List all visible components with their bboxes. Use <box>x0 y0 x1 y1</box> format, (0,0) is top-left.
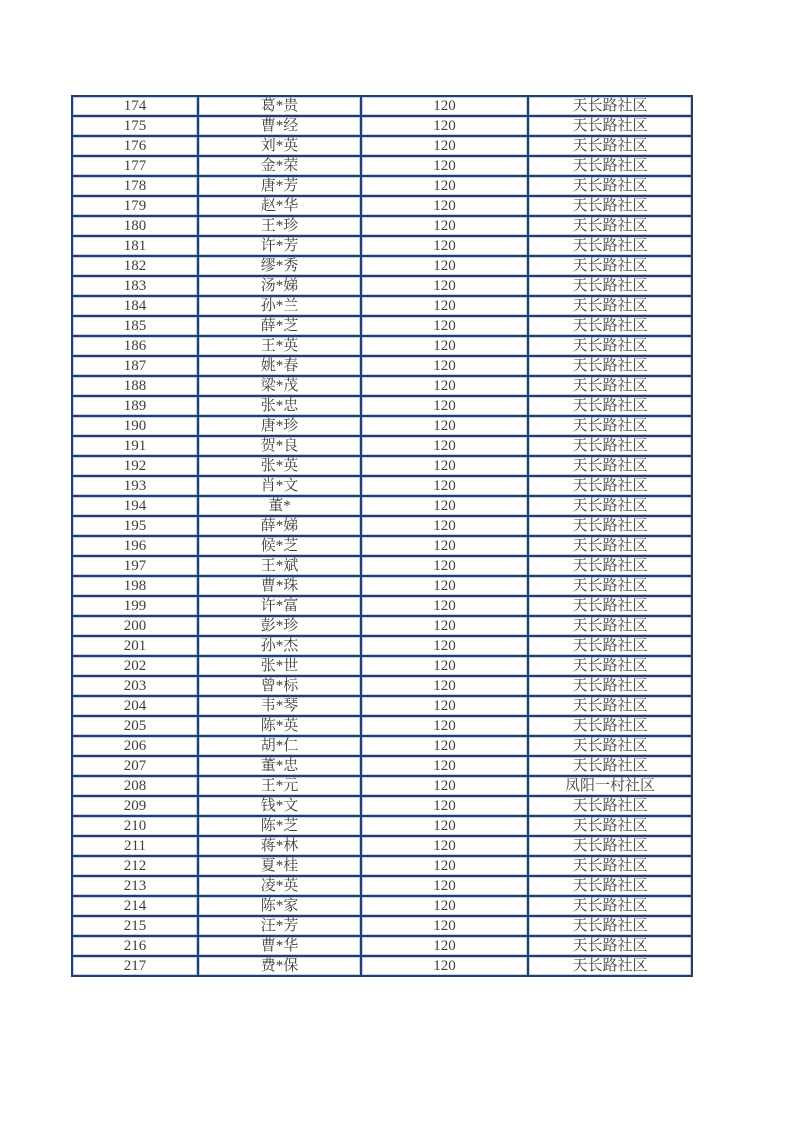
cell-index: 206 <box>72 736 198 756</box>
cell-community: 天长路社区 <box>528 596 692 616</box>
cell-community: 天长路社区 <box>528 456 692 476</box>
cell-name: 曾*标 <box>198 676 361 696</box>
cell-name: 彭*珍 <box>198 616 361 636</box>
table-row <box>72 876 692 896</box>
cell-name: 赵*华 <box>198 196 361 216</box>
cell-amount: 120 <box>361 776 528 796</box>
cell-name: 张*英 <box>198 456 361 476</box>
cell-amount: 120 <box>361 416 528 436</box>
cell-name: 许*芳 <box>198 236 361 256</box>
table-row <box>72 636 692 656</box>
cell-index: 175 <box>72 116 198 136</box>
cell-index: 212 <box>72 856 198 876</box>
cell-index: 217 <box>72 956 198 976</box>
cell-community: 天长路社区 <box>528 296 692 316</box>
cell-community: 天长路社区 <box>528 336 692 356</box>
cell-index: 199 <box>72 596 198 616</box>
cell-community: 天长路社区 <box>528 876 692 896</box>
cell-index: 187 <box>72 356 198 376</box>
cell-amount: 120 <box>361 196 528 216</box>
cell-community: 天长路社区 <box>528 636 692 656</box>
table-row <box>72 436 692 456</box>
cell-community: 天长路社区 <box>528 836 692 856</box>
cell-community: 天长路社区 <box>528 136 692 156</box>
cell-community: 天长路社区 <box>528 676 692 696</box>
cell-index: 176 <box>72 136 198 156</box>
cell-name: 薛*芝 <box>198 316 361 336</box>
cell-name: 姚*春 <box>198 356 361 376</box>
cell-amount: 120 <box>361 336 528 356</box>
cell-index: 211 <box>72 836 198 856</box>
table-row <box>72 196 692 216</box>
cell-name: 韦*琴 <box>198 696 361 716</box>
cell-index: 184 <box>72 296 198 316</box>
cell-community: 天长路社区 <box>528 276 692 296</box>
cell-community: 天长路社区 <box>528 416 692 436</box>
cell-amount: 120 <box>361 836 528 856</box>
cell-community: 天长路社区 <box>528 316 692 336</box>
cell-community: 天长路社区 <box>528 356 692 376</box>
cell-amount: 120 <box>361 476 528 496</box>
cell-name: 曹*经 <box>198 116 361 136</box>
cell-name: 贺*良 <box>198 436 361 456</box>
cell-amount: 120 <box>361 456 528 476</box>
table-row <box>72 736 692 756</box>
cell-community: 天长路社区 <box>528 156 692 176</box>
cell-index: 179 <box>72 196 198 216</box>
cell-community: 天长路社区 <box>528 896 692 916</box>
cell-name: 董* <box>198 496 361 516</box>
cell-index: 191 <box>72 436 198 456</box>
cell-community: 天长路社区 <box>528 796 692 816</box>
cell-index: 201 <box>72 636 198 656</box>
cell-amount: 120 <box>361 296 528 316</box>
cell-community: 天长路社区 <box>528 576 692 596</box>
table-row <box>72 596 692 616</box>
cell-community: 天长路社区 <box>528 716 692 736</box>
cell-community: 天长路社区 <box>528 816 692 836</box>
cell-community: 天长路社区 <box>528 656 692 676</box>
cell-amount: 120 <box>361 276 528 296</box>
cell-community: 天长路社区 <box>528 496 692 516</box>
cell-name: 汤*娣 <box>198 276 361 296</box>
cell-community: 天长路社区 <box>528 536 692 556</box>
cell-amount: 120 <box>361 556 528 576</box>
cell-amount: 120 <box>361 236 528 256</box>
table-row <box>72 576 692 596</box>
cell-name: 曹*珠 <box>198 576 361 596</box>
cell-amount: 120 <box>361 496 528 516</box>
cell-community: 天长路社区 <box>528 216 692 236</box>
cell-community: 天长路社区 <box>528 916 692 936</box>
cell-index: 190 <box>72 416 198 436</box>
cell-community: 天长路社区 <box>528 196 692 216</box>
cell-community: 天长路社区 <box>528 696 692 716</box>
cell-index: 210 <box>72 816 198 836</box>
cell-amount: 120 <box>361 736 528 756</box>
cell-amount: 120 <box>361 156 528 176</box>
table-row <box>72 316 692 336</box>
cell-community: 天长路社区 <box>528 396 692 416</box>
cell-name: 葛*贵 <box>198 96 361 116</box>
record-table <box>71 95 693 977</box>
cell-index: 205 <box>72 716 198 736</box>
table-row <box>72 936 692 956</box>
table-row <box>72 356 692 376</box>
table-row <box>72 216 692 236</box>
cell-community: 天长路社区 <box>528 116 692 136</box>
cell-index: 181 <box>72 236 198 256</box>
table-row <box>72 176 692 196</box>
cell-index: 185 <box>72 316 198 336</box>
table-row <box>72 156 692 176</box>
table-row <box>72 96 692 116</box>
cell-amount: 120 <box>361 916 528 936</box>
table-row <box>72 256 692 276</box>
table-row <box>72 236 692 256</box>
cell-community: 天长路社区 <box>528 476 692 496</box>
cell-name: 王*英 <box>198 336 361 356</box>
cell-name: 梁*茂 <box>198 376 361 396</box>
table-body <box>72 96 692 976</box>
table-row <box>72 516 692 536</box>
cell-name: 蒋*林 <box>198 836 361 856</box>
cell-amount: 120 <box>361 816 528 836</box>
table-row <box>72 416 692 436</box>
cell-amount: 120 <box>361 716 528 736</box>
cell-community: 天长路社区 <box>528 756 692 776</box>
cell-community: 天长路社区 <box>528 176 692 196</box>
table-row <box>72 716 692 736</box>
cell-name: 董*忠 <box>198 756 361 776</box>
cell-amount: 120 <box>361 676 528 696</box>
cell-index: 195 <box>72 516 198 536</box>
cell-index: 215 <box>72 916 198 936</box>
cell-community: 天长路社区 <box>528 376 692 396</box>
cell-index: 198 <box>72 576 198 596</box>
cell-name: 唐*芳 <box>198 176 361 196</box>
cell-amount: 120 <box>361 436 528 456</box>
cell-index: 189 <box>72 396 198 416</box>
cell-amount: 120 <box>361 536 528 556</box>
cell-name: 汪*芳 <box>198 916 361 936</box>
cell-community: 天长路社区 <box>528 956 692 976</box>
cell-name: 陈*芝 <box>198 816 361 836</box>
cell-index: 180 <box>72 216 198 236</box>
cell-index: 182 <box>72 256 198 276</box>
cell-index: 188 <box>72 376 198 396</box>
cell-index: 207 <box>72 756 198 776</box>
table-row <box>72 376 692 396</box>
cell-amount: 120 <box>361 176 528 196</box>
cell-index: 200 <box>72 616 198 636</box>
table-row <box>72 916 692 936</box>
cell-name: 张*忠 <box>198 396 361 416</box>
table-row <box>72 136 692 156</box>
cell-index: 197 <box>72 556 198 576</box>
table-row <box>72 756 692 776</box>
cell-amount: 120 <box>361 616 528 636</box>
cell-name: 王*珍 <box>198 216 361 236</box>
cell-index: 177 <box>72 156 198 176</box>
cell-amount: 120 <box>361 216 528 236</box>
cell-amount: 120 <box>361 116 528 136</box>
table-row <box>72 656 692 676</box>
cell-amount: 120 <box>361 516 528 536</box>
cell-name: 孙*杰 <box>198 636 361 656</box>
cell-community: 天长路社区 <box>528 256 692 276</box>
cell-index: 203 <box>72 676 198 696</box>
cell-community: 天长路社区 <box>528 616 692 636</box>
cell-community: 天长路社区 <box>528 936 692 956</box>
table-row <box>72 476 692 496</box>
table-row <box>72 396 692 416</box>
table-row <box>72 836 692 856</box>
table-row <box>72 696 692 716</box>
table-row <box>72 796 692 816</box>
cell-community: 天长路社区 <box>528 436 692 456</box>
table-row <box>72 336 692 356</box>
cell-name: 候*芝 <box>198 536 361 556</box>
cell-amount: 120 <box>361 136 528 156</box>
cell-amount: 120 <box>361 376 528 396</box>
table-row <box>72 456 692 476</box>
cell-index: 183 <box>72 276 198 296</box>
table-row <box>72 816 692 836</box>
cell-index: 209 <box>72 796 198 816</box>
table-row <box>72 496 692 516</box>
table-row <box>72 616 692 636</box>
cell-amount: 120 <box>361 936 528 956</box>
cell-index: 208 <box>72 776 198 796</box>
cell-amount: 120 <box>361 356 528 376</box>
cell-community: 天长路社区 <box>528 236 692 256</box>
table-row <box>72 776 692 796</box>
cell-name: 张*世 <box>198 656 361 676</box>
cell-name: 刘*英 <box>198 136 361 156</box>
table-row <box>72 296 692 316</box>
table-row <box>72 536 692 556</box>
cell-index: 214 <box>72 896 198 916</box>
cell-amount: 120 <box>361 876 528 896</box>
cell-index: 213 <box>72 876 198 896</box>
cell-community: 天长路社区 <box>528 516 692 536</box>
cell-name: 王*斌 <box>198 556 361 576</box>
cell-index: 196 <box>72 536 198 556</box>
cell-name: 肖*文 <box>198 476 361 496</box>
cell-amount: 120 <box>361 696 528 716</box>
cell-index: 174 <box>72 96 198 116</box>
cell-name: 陈*家 <box>198 896 361 916</box>
cell-name: 金*荣 <box>198 156 361 176</box>
table-row <box>72 676 692 696</box>
table-row <box>72 116 692 136</box>
cell-community: 天长路社区 <box>528 856 692 876</box>
cell-name: 胡*仁 <box>198 736 361 756</box>
cell-amount: 120 <box>361 396 528 416</box>
cell-index: 194 <box>72 496 198 516</box>
table-row <box>72 856 692 876</box>
cell-name: 唐*珍 <box>198 416 361 436</box>
cell-amount: 120 <box>361 896 528 916</box>
cell-amount: 120 <box>361 576 528 596</box>
cell-name: 夏*桂 <box>198 856 361 876</box>
cell-amount: 120 <box>361 636 528 656</box>
cell-community: 天长路社区 <box>528 556 692 576</box>
cell-index: 186 <box>72 336 198 356</box>
table-row <box>72 956 692 976</box>
cell-name: 缪*秀 <box>198 256 361 276</box>
table-row <box>72 556 692 576</box>
cell-name: 曹*华 <box>198 936 361 956</box>
cell-amount: 120 <box>361 96 528 116</box>
cell-amount: 120 <box>361 856 528 876</box>
cell-name: 薛*娣 <box>198 516 361 536</box>
cell-amount: 120 <box>361 656 528 676</box>
cell-index: 202 <box>72 656 198 676</box>
cell-name: 钱*文 <box>198 796 361 816</box>
cell-amount: 120 <box>361 316 528 336</box>
cell-amount: 120 <box>361 756 528 776</box>
cell-index: 192 <box>72 456 198 476</box>
cell-name: 费*保 <box>198 956 361 976</box>
cell-index: 216 <box>72 936 198 956</box>
cell-name: 许*富 <box>198 596 361 616</box>
cell-community: 天长路社区 <box>528 96 692 116</box>
cell-amount: 120 <box>361 956 528 976</box>
cell-index: 193 <box>72 476 198 496</box>
cell-index: 178 <box>72 176 198 196</box>
cell-amount: 120 <box>361 796 528 816</box>
cell-amount: 120 <box>361 256 528 276</box>
cell-name: 凌*英 <box>198 876 361 896</box>
cell-name: 孙*兰 <box>198 296 361 316</box>
cell-amount: 120 <box>361 596 528 616</box>
cell-community: 凤阳一村社区 <box>528 776 692 796</box>
cell-name: 王*元 <box>198 776 361 796</box>
cell-community: 天长路社区 <box>528 736 692 756</box>
cell-index: 204 <box>72 696 198 716</box>
table-row <box>72 276 692 296</box>
table-row <box>72 896 692 916</box>
cell-name: 陈*英 <box>198 716 361 736</box>
